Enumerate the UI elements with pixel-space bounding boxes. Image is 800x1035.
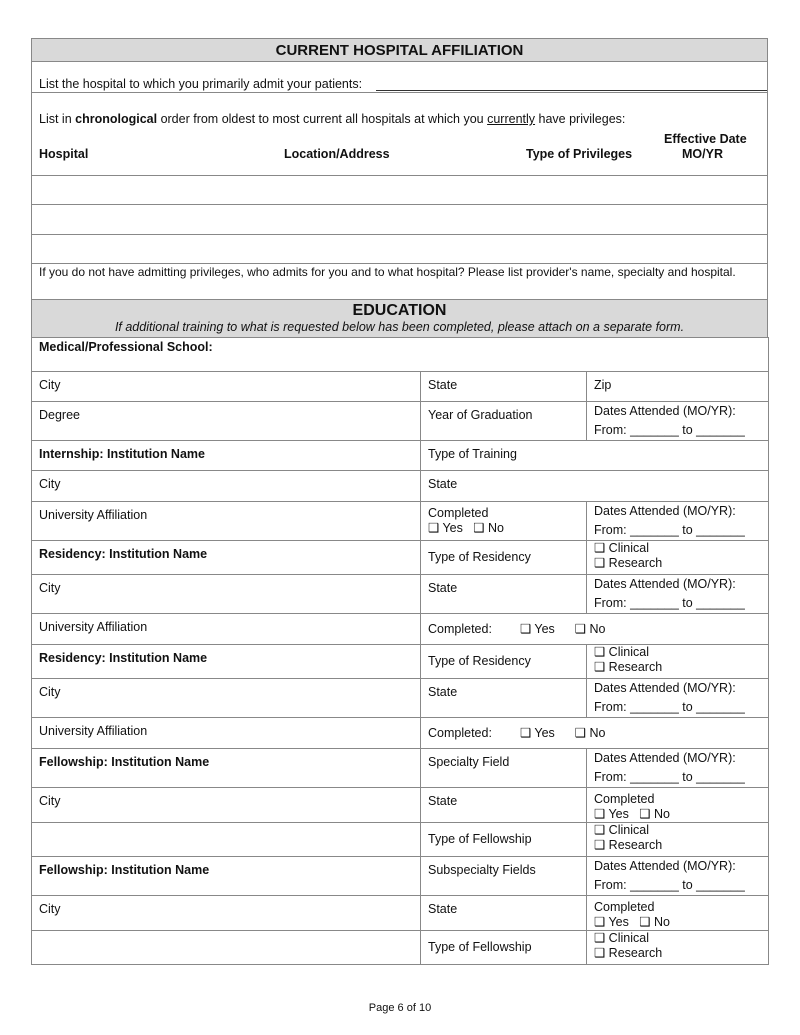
- form-field[interactable]: [587, 372, 769, 402]
- no-checkbox: ❑ No: [574, 621, 606, 636]
- field-label: Fellowship: Institution Name: [39, 863, 210, 877]
- completed-field[interactable]: [587, 788, 769, 823]
- form-field[interactable]: [421, 857, 587, 896]
- no-privileges-row[interactable]: [31, 263, 768, 300]
- text: List in: [39, 112, 76, 126]
- completed-label: Completed:: [428, 725, 492, 740]
- school-label: Medical/Professional School:: [32, 338, 769, 372]
- primary-hospital-label: List the hospital to which you primarily admit your patients:: [39, 77, 363, 91]
- form-field[interactable]: [421, 749, 587, 788]
- field-label: State: [428, 794, 458, 808]
- from-to-field: From: _______ to _______: [594, 878, 745, 892]
- form-field[interactable]: [421, 823, 587, 857]
- clinical-checkbox: ❑ Clinical: [594, 931, 649, 945]
- research-checkbox: ❑ Research: [594, 556, 663, 570]
- col-effective-date: Effective Date: [664, 132, 747, 146]
- completed-field[interactable]: [421, 614, 769, 645]
- col-mo-yr: MO/YR: [682, 147, 723, 161]
- col-type: Type of Privileges: [526, 147, 633, 161]
- from-to-field: From: _______ to _______: [594, 700, 745, 714]
- privileges-entry-row[interactable]: [31, 204, 768, 235]
- primary-hospital-row: [31, 61, 768, 93]
- field-label: Type of Training: [428, 447, 517, 461]
- form-field[interactable]: [32, 645, 421, 679]
- text: chronological: [75, 112, 158, 126]
- yes-checkbox: ❑ Yes: [594, 807, 629, 821]
- clinical-checkbox: ❑ Clinical: [594, 645, 649, 659]
- education-row: [32, 749, 769, 788]
- field-label: Zip: [594, 378, 612, 392]
- text: have privileges:: [535, 112, 626, 126]
- field-label: Type of Residency: [428, 550, 531, 564]
- form-field[interactable]: [32, 931, 421, 965]
- field-label: Degree: [39, 408, 80, 422]
- clinical-checkbox: ❑ Clinical: [594, 823, 649, 837]
- form-field[interactable]: [32, 402, 421, 441]
- education-title: EDUCATION: [352, 302, 447, 319]
- education-row: [32, 541, 769, 575]
- page-number: Page 6 of 10: [368, 1002, 432, 1014]
- form-field[interactable]: [32, 441, 421, 471]
- form-field[interactable]: [421, 541, 587, 575]
- school-row[interactable]: [32, 338, 769, 372]
- yes-checkbox: ❑ Yes: [519, 621, 555, 636]
- dates-label: Dates Attended (MO/YR):: [594, 859, 736, 873]
- dates-attended-field[interactable]: [587, 402, 769, 441]
- dates-label: Dates Attended (MO/YR):: [594, 404, 736, 418]
- education-row: [32, 931, 769, 965]
- privileges-entry-row[interactable]: [31, 234, 768, 264]
- completed-field[interactable]: [587, 896, 769, 931]
- no-checkbox: ❑ No: [639, 807, 670, 821]
- field-label: State: [428, 581, 458, 595]
- text: order from oldest to most current all hospitals at which you: [157, 112, 488, 126]
- form-field[interactable]: [421, 896, 587, 931]
- education-row: [32, 614, 769, 645]
- affiliation-header: [31, 38, 768, 62]
- primary-hospital-field[interactable]: [376, 90, 767, 91]
- field-label: University Affiliation: [39, 724, 148, 738]
- education-row: [32, 502, 769, 541]
- form-field[interactable]: [421, 372, 587, 402]
- education-row: [32, 575, 769, 614]
- education-header: [31, 299, 768, 338]
- dates-label: Dates Attended (MO/YR):: [594, 681, 736, 695]
- yes-checkbox: ❑ Yes: [428, 521, 463, 535]
- chronological-instructions: [39, 112, 625, 126]
- form-field[interactable]: [32, 788, 421, 823]
- field-label: City: [39, 581, 61, 595]
- from-to-field: From: _______ to _______: [594, 423, 745, 437]
- education-subtitle: If additional training to what is requested below has been completed, please attach on a separate form.: [114, 320, 685, 334]
- form-field[interactable]: [32, 679, 421, 718]
- field-label: State: [428, 902, 458, 916]
- field-label: Internship: Institution Name: [39, 447, 205, 461]
- form-field[interactable]: [32, 471, 421, 502]
- from-to-field: From: _______ to _______: [594, 596, 745, 610]
- no-privileges-question: If you do not have admitting privileges, who admits for you and to what hospital? Please list provider's name, specialty and hospital.: [39, 265, 736, 279]
- form-field[interactable]: [32, 823, 421, 857]
- research-checkbox: ❑ Research: [594, 838, 663, 852]
- completed-label: Completed: [594, 900, 655, 914]
- education-row: [32, 823, 769, 857]
- yes-checkbox: ❑ Yes: [594, 915, 629, 929]
- form-field[interactable]: [32, 502, 421, 541]
- field-label: City: [39, 378, 61, 392]
- type-checkboxes[interactable]: [587, 931, 769, 965]
- form-field[interactable]: [421, 575, 587, 614]
- education-table: [31, 337, 769, 965]
- col-hospital: Hospital: [39, 147, 89, 161]
- no-checkbox: ❑ No: [639, 915, 670, 929]
- from-to-field: From: _______ to _______: [594, 770, 745, 784]
- form-field[interactable]: [32, 718, 421, 749]
- from-to-field: From: _______ to _______: [594, 523, 745, 537]
- yes-checkbox: ❑ Yes: [519, 725, 555, 740]
- field-label: Subspecialty Fields: [428, 863, 536, 877]
- completed-label: Completed: [428, 506, 489, 520]
- research-checkbox: ❑ Research: [594, 946, 663, 960]
- education-row: [32, 372, 769, 402]
- form-field[interactable]: [32, 896, 421, 931]
- form-field[interactable]: [421, 402, 587, 441]
- dates-attended-field[interactable]: [587, 857, 769, 896]
- affiliation-title: CURRENT HOSPITAL AFFILIATION: [275, 42, 524, 59]
- field-label: Residency: Institution Name: [39, 651, 208, 665]
- field-label: Type of Fellowship: [428, 832, 532, 846]
- field-label: University Affiliation: [39, 620, 148, 634]
- clinical-checkbox: ❑ Clinical: [594, 541, 649, 555]
- form-field[interactable]: [421, 788, 587, 823]
- type-checkboxes[interactable]: [587, 823, 769, 857]
- form-field[interactable]: [32, 614, 421, 645]
- form-field[interactable]: [421, 931, 587, 965]
- dates-attended-field[interactable]: [587, 575, 769, 614]
- dates-label: Dates Attended (MO/YR):: [594, 751, 736, 765]
- field-label: Fellowship: Institution Name: [39, 755, 210, 769]
- field-label: State: [428, 378, 458, 392]
- field-label: State: [428, 477, 458, 491]
- form-field[interactable]: [32, 575, 421, 614]
- education-row: [32, 896, 769, 931]
- completed-field[interactable]: [421, 502, 587, 541]
- dates-attended-field[interactable]: [587, 749, 769, 788]
- education-row: [32, 645, 769, 679]
- field-label: State: [428, 685, 458, 699]
- education-row: [32, 718, 769, 749]
- field-label: City: [39, 902, 61, 916]
- dates-label: Dates Attended (MO/YR):: [594, 504, 736, 518]
- dates-attended-field[interactable]: [587, 679, 769, 718]
- completed-label: Completed: [594, 792, 655, 806]
- education-row: [32, 402, 769, 441]
- type-checkboxes[interactable]: [587, 645, 769, 679]
- education-row: [32, 679, 769, 718]
- text: currently: [487, 112, 536, 126]
- field-label: City: [39, 794, 61, 808]
- education-row: [32, 857, 769, 896]
- form-field[interactable]: [32, 749, 421, 788]
- form-field[interactable]: [421, 471, 769, 502]
- field-label: Residency: Institution Name: [39, 547, 208, 561]
- form-field[interactable]: [421, 679, 587, 718]
- field-label: City: [39, 477, 61, 491]
- type-checkboxes[interactable]: [587, 541, 769, 575]
- form-field[interactable]: [32, 541, 421, 575]
- dates-label: Dates Attended (MO/YR):: [594, 577, 736, 591]
- privileges-entry-row[interactable]: [31, 175, 768, 205]
- completed-label: Completed:: [428, 621, 492, 636]
- privileges-header-row: [31, 92, 768, 176]
- education-row: [32, 471, 769, 502]
- field-label: City: [39, 685, 61, 699]
- form-field[interactable]: [421, 441, 769, 471]
- col-location: Location/Address: [284, 147, 390, 161]
- form-field[interactable]: [421, 645, 587, 679]
- field-label: Specialty Field: [428, 755, 510, 769]
- form-field[interactable]: [32, 857, 421, 896]
- completed-field[interactable]: [421, 718, 769, 749]
- field-label: Type of Fellowship: [428, 940, 532, 954]
- field-label: University Affiliation: [39, 508, 148, 522]
- education-row: [32, 441, 769, 471]
- no-checkbox: ❑ No: [473, 521, 504, 535]
- no-checkbox: ❑ No: [574, 725, 606, 740]
- form-field[interactable]: [32, 372, 421, 402]
- field-label: Year of Graduation: [428, 408, 533, 422]
- field-label: Type of Residency: [428, 654, 531, 668]
- research-checkbox: ❑ Research: [594, 660, 663, 674]
- education-row: [32, 788, 769, 823]
- dates-attended-field[interactable]: [587, 502, 769, 541]
